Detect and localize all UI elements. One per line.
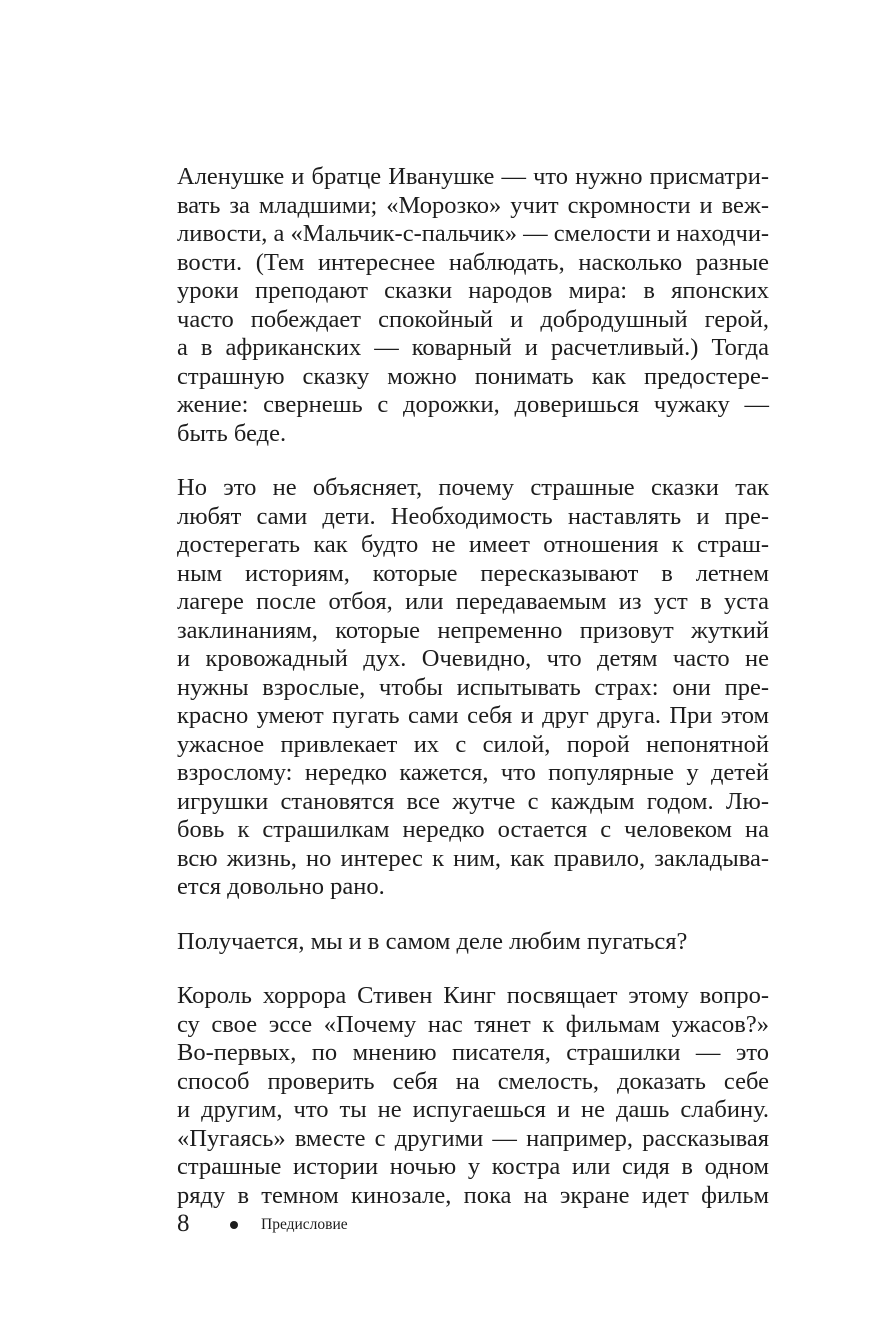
text-line: Но это не объясняет, почему страшные сказки так	[177, 474, 769, 501]
paragraph	[177, 474, 769, 902]
text-line: игрушки становятся все жутче с каждым годом. Лю-	[177, 787, 769, 815]
text-line: быть беде.	[177, 419, 287, 447]
text-line: и кровожадный дух. Очевидно, что детям часто не	[177, 645, 769, 672]
text-line: взрослому: нередко кажется, что популярные у детей	[177, 759, 769, 786]
text-line: нужны взрослые, чтобы испытывать страх: они пре-	[177, 673, 769, 701]
text-line: Король хоррора Стивен Кинг посвящает этому вопро-	[177, 982, 769, 1009]
text-line: ным историям, которые пересказывают в летнем	[177, 559, 769, 587]
text-line: страшные истории ночью у костра или сидя в одном	[177, 1153, 769, 1180]
page-footer	[177, 1209, 477, 1241]
paragraph	[177, 928, 769, 957]
text-line: ужасное привлекает их с силой, порой непонятной	[177, 730, 769, 758]
text-line: «Пугаясь» вместе с другими — например, рассказывая	[177, 1124, 769, 1152]
page-number: 8	[177, 1210, 190, 1237]
text-line: Во-первых, по мнению писателя, страшилки — это	[177, 1039, 769, 1066]
text-line: вости. (Тем интереснее наблюдать, насколько разные	[177, 248, 769, 276]
text-line: вать за младшими; «Морозко» учит скромности и веж-	[177, 191, 769, 219]
text-line: красно умеют пугать сами себя и друг друга. При этом	[177, 702, 769, 729]
paragraph	[177, 163, 769, 448]
paragraph	[177, 982, 769, 1210]
text-line: заклинаниям, которые непременно призовут жуткий	[177, 616, 769, 644]
text-line: часто побеждает спокойный и добродушный герой,	[177, 305, 769, 333]
text-line: всю жизнь, но интерес к ним, как правило, закладыва-	[177, 844, 769, 872]
text-line: и другим, что ты не испугаешься и не дашь слабину.	[177, 1096, 769, 1123]
text-line: ливости, а «Мальчик-с-пальчик» — смелости и находчи-	[177, 220, 770, 247]
page-body	[177, 163, 769, 1236]
text-line: Аленушке и братце Иванушке — что нужно присматри-	[177, 163, 769, 190]
text-line: су свое эссе «Почему нас тянет к фильмам ужасов?»	[177, 1010, 769, 1038]
text-line: а в африканских — коварный и расчетливый.) Тогда	[177, 334, 769, 361]
text-line: способ проверить себя на смелость, доказать себе	[177, 1067, 769, 1095]
running-head-section-title: Предисловие	[261, 1216, 348, 1233]
text-line: любят сами дети. Необходимость наставлять и пре-	[177, 502, 769, 530]
text-line: Получается, мы и в самом деле любим пугаться?	[177, 927, 688, 955]
text-line: страшную сказку можно понимать как предостере-	[177, 362, 769, 390]
text-line: жение: свернешь с дорожки, доверишься чужаку —	[177, 391, 769, 418]
text-line: достерегать как будто не имеет отношения к страш-	[177, 531, 769, 558]
text-line: бовь к страшилкам нередко остается с человеком на	[177, 816, 769, 843]
bullet-separator-icon	[230, 1221, 238, 1229]
text-line: ряду в темном кинозале, пока на экране идет фильм	[177, 1181, 769, 1209]
text-line: ется довольно рано.	[177, 873, 385, 900]
text-line: уроки преподают сказки народов мира: в японских	[177, 277, 769, 304]
text-line: лагере после отбоя, или передаваемым из уст в уста	[177, 588, 769, 615]
